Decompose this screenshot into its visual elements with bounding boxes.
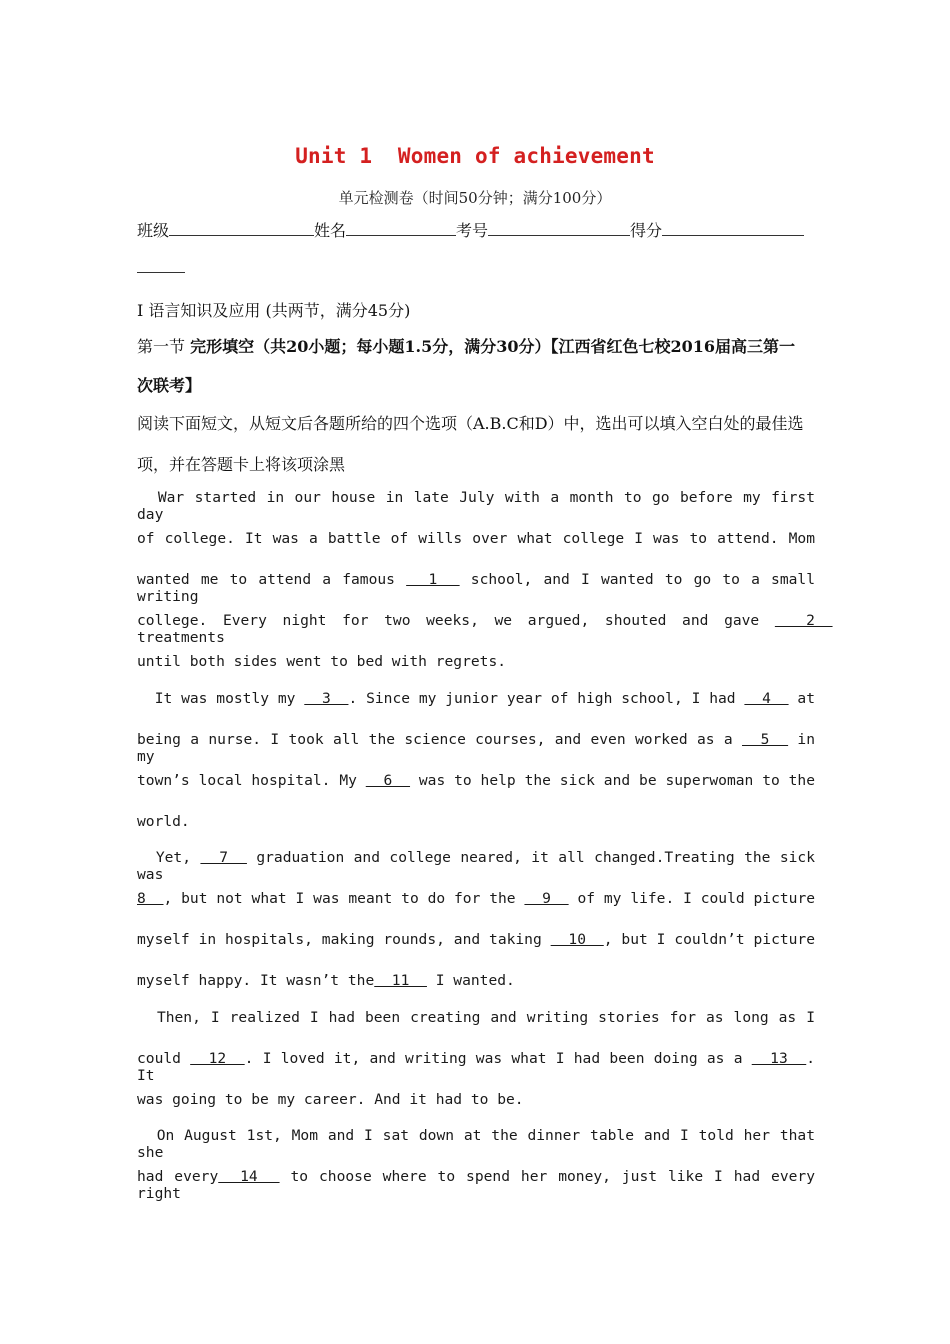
passage-text: . It [137,1050,824,1084]
cloze-blank: 13 [751,1050,807,1067]
passage-text: was going to be my career. And it had to be. [137,1091,524,1108]
name-blank [346,219,456,236]
instruction-line1: 阅读下面短文，从短文后各题所给的四个选项（A.B.C和D）中，选出可以填入空白处的最佳选 [137,414,804,433]
cloze-blank: 14 [218,1168,280,1185]
part-title: 完形填空（共20小题；每小题1.5分，满分30分）【江西省红色七校2016届高三第一 [190,337,795,356]
passage-text: . I loved it, and writing was what I had been doing as a [244,1050,752,1067]
passage-text: treatments [137,612,842,646]
passage-text: . Since my junior year of high school, I had [348,690,745,707]
cloze-blank: 11 [374,972,427,989]
exam-number-label: 考号 [456,221,489,240]
class-label: 班级 [137,221,170,240]
passage-text: wanted me to attend a famous [137,571,407,588]
score-blank-continued [137,272,185,273]
passage-text: at [788,690,815,707]
passage-text: of college. It was a battle of wills over what college I was to attend. Mom [137,530,815,547]
passage-text: until both sides went to bed with regrets. [137,653,507,670]
passage-line [137,972,815,989]
part-heading-line2: 次联考】 [137,376,202,395]
cloze-blank: 9 [524,890,569,907]
cloze-blank: 3 [304,690,349,707]
passage-line [137,1050,824,1084]
passage-text: Then, I realized I had been creating and writing stories for as long as I [137,1009,815,1026]
passage-text: It was mostly my [137,690,305,707]
cloze-blank: 5 [742,731,789,748]
passage-line [137,931,815,948]
passage-text: to choose where to spend her money, just like I had every right [137,1168,824,1202]
score-blank [662,219,804,236]
passage-text: , but not what I was meant to do for the [163,890,525,907]
passage-line [137,571,824,605]
passage-line [137,813,815,830]
passage-text: Yet, [137,849,201,866]
passage-text: in my [137,731,824,765]
passage-text: could [137,1050,191,1067]
passage-text: had every [137,1168,219,1185]
passage-text: War started in our house in late July with a month to go before my first day [137,489,824,523]
score-label: 得分 [630,221,663,240]
passage-line [137,1009,815,1026]
passage-line [137,1168,824,1202]
passage-line [137,653,815,670]
passage-text: was to help the sick and be superwoman to the [410,772,815,789]
passage-text: myself in hospitals, making rounds, and taking [137,931,551,948]
cloze-blank: 2 [774,612,833,629]
cloze-blank: 12 [190,1050,245,1067]
passage-text: world. [137,813,190,830]
passage-text: , but I couldn’t picture [603,931,816,948]
cloze-blank: 7 [200,849,247,866]
passage-text: I wanted. [426,972,515,989]
exam-number-blank [488,219,630,236]
passage-text: college. Every night for two weeks, we argued, shouted and gave [137,612,775,629]
passage-text: of my life. I could picture [568,890,816,907]
cloze-blank: 6 [365,772,411,789]
passage-text: being a nurse. I took all the science courses, and even worked as a [137,731,743,748]
passage-line [137,772,815,789]
name-label: 姓名 [314,221,347,240]
passage-line [137,890,815,907]
cloze-blank: 8 [137,890,164,907]
passage-text: town’s local hospital. My [137,772,366,789]
part-prefix: 第一节 [137,337,191,356]
passage-line [137,849,824,883]
instruction-line2: 项，并在答题卡上将该项涂黑 [137,455,346,474]
passage-text: myself happy. It wasn’t the [137,972,375,989]
passage-line [137,690,815,707]
passage-line [137,530,815,547]
passage-text: graduation and college neared, it all changed.Treating the sick was [137,849,824,883]
cloze-blank: 4 [744,690,789,707]
cloze-blank: 1 [406,571,460,588]
part-heading-line1 [137,334,815,357]
passage-line [137,731,824,765]
cloze-blank: 10 [550,931,604,948]
passage-text: school, and I wanted to go to a small writing [137,571,824,605]
class-blank [169,219,314,236]
passage-line [137,1127,824,1161]
passage-text: On August 1st, Mom and I sat down at the dinner table and I told her that she [137,1127,824,1161]
passage-line [137,489,824,523]
passage-line [137,1091,815,1108]
passage-line [137,612,842,646]
student-info-row [137,218,815,241]
exam-subtitle: 单元检测卷（时间50分钟；满分100分） [338,189,612,207]
page-title: Unit 1 Women of achievement [295,144,655,168]
section-heading: I 语言知识及应用 (共两节，满分45分) [137,301,411,320]
